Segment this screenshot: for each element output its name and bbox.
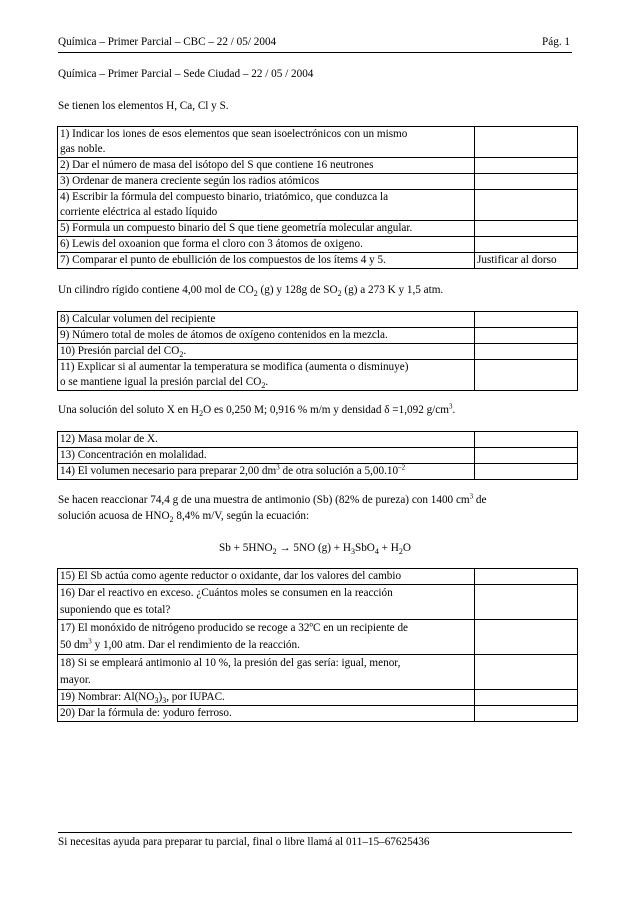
table-row: [58, 127, 578, 158]
question-text: 4) Escribir la fórmula del compuesto binario, triatómico, que conduzca la: [60, 191, 389, 203]
solution-statement: Una solución del soluto X en $H_2O$ es 0,250 M; 0,916 % m/m y densidad δ =1,092 $g/cm^3$.: [58, 402, 456, 419]
table-row: [58, 344, 578, 360]
answer-cell[interactable]: [475, 690, 578, 706]
reaction-equation: $Sb + 5HNO_2 \to 5NO$ $(g) + H_3SbO_4 + H_2O$: [219, 542, 411, 557]
question-cell: [58, 190, 475, 221]
table-row: [58, 464, 578, 480]
table-row: [58, 569, 578, 585]
table-row: [58, 174, 578, 190]
answer-cell[interactable]: [475, 237, 578, 253]
question-text: gas noble.: [60, 143, 106, 155]
answer-cell[interactable]: [475, 360, 578, 391]
question-cell: 15) El Sb actúa como agente reductor o oxidante, dar los valores del cambio: [58, 569, 475, 585]
table-row: [58, 690, 578, 706]
answer-cell[interactable]: [475, 174, 578, 190]
answer-cell[interactable]: [475, 585, 578, 620]
question-cell: 6) Lewis del oxoanion que forma el cloro con 3 átomos de oxigeno.: [58, 237, 475, 253]
answer-cell[interactable]: [475, 344, 578, 360]
answer-cell[interactable]: [475, 158, 578, 174]
table-row: [58, 655, 578, 690]
question-text: corriente eléctrica al estado líquido: [60, 206, 218, 218]
footer-text: Si necesitas ayuda para preparar tu parcial, final o libre llamá al 011–15–67625436: [58, 836, 430, 848]
question-cell: 2) Dar el número de masa del isótopo del S que contiene 16 neutrones: [58, 158, 475, 174]
answer-cell[interactable]: [475, 706, 578, 722]
page-number: Pág. 1: [542, 36, 570, 48]
question-cell: 13) Concentración en molalidad.: [58, 448, 475, 464]
antimony-statement: Se hacen reaccionar 74,4 g de una muestra de antimonio (Sb) (82% de pureza) con 1400 $cm^3$ de solución acuosa de $HNO_2$ 8,4% m/V, según la ecuación:: [58, 492, 487, 525]
table-row: [58, 221, 578, 237]
questions-table-4: [57, 568, 578, 722]
question-cell: 19) Nombrar: $Al(NO_3)_3$, por IUPAC.: [58, 690, 475, 706]
exam-subtitle: Química – Primer Parcial – Sede Ciudad – 22 / 05 / 2004: [58, 68, 314, 80]
table-row: [58, 360, 578, 391]
answer-cell[interactable]: [475, 655, 578, 690]
question-cell: 5) Formula un compuesto binario del S que tiene geometría molecular angular.: [58, 221, 475, 237]
page-footer: [58, 832, 572, 848]
question-cell: 18) Si se empleará antimonio al 10 %, la presión del gas sería: igual, menor, mayor.: [58, 655, 475, 690]
table-row: [58, 158, 578, 174]
question-cell: 9) Número total de moles de átomos de oxígeno contenidos en la mezcla.: [58, 328, 475, 344]
answer-cell[interactable]: [475, 312, 578, 328]
table-row: [58, 448, 578, 464]
questions-table-1: [57, 126, 578, 269]
question-cell: 12) Masa molar de X.: [58, 432, 475, 448]
table-row: [58, 585, 578, 620]
answer-cell[interactable]: [475, 127, 578, 158]
question-cell: 17) El monóxido de nitrógeno producido se recoge a 32ºC en un recipiente de 50 $dm^3$ y 1,00 atm. Dar el rendimiento de la reacción.: [58, 620, 475, 655]
table-row: [58, 620, 578, 655]
elements-statement: Se tienen los elementos H, Ca, Cl y S.: [58, 100, 229, 112]
question-cell: 14) El volumen necesario para preparar 2,00 $dm^3$ de otra solución a $5,00.10^{-2}$: [58, 464, 475, 480]
answer-cell[interactable]: Justificar al dorso: [475, 253, 578, 269]
question-cell: 10) Presión parcial del $CO_2$.: [58, 344, 475, 360]
table-row: [58, 706, 578, 722]
cylinder-statement: Un cilindro rígido contiene 4,00 mol de $CO_2$ (g) y 128g de $SO_2$ (g) a 273 K y 1,5 atm.: [58, 284, 444, 299]
answer-cell[interactable]: [475, 221, 578, 237]
page-header: [58, 30, 572, 53]
table-row: [58, 328, 578, 344]
questions-table-3: [57, 431, 578, 480]
question-cell: 16) Dar el reactivo en exceso. ¿Cuántos moles se consumen en la reacción suponiendo que es total?: [58, 585, 475, 620]
header-title: Química – Primer Parcial – CBC – 22 / 05/ 2004: [58, 36, 277, 48]
questions-table-2: [57, 311, 578, 391]
table-row: [58, 190, 578, 221]
question-cell: 20) Dar la fórmula de: yoduro ferroso.: [58, 706, 475, 722]
answer-cell[interactable]: [475, 190, 578, 221]
table-row: [58, 237, 578, 253]
answer-cell[interactable]: [475, 432, 578, 448]
question-text: 1) Indicar los iones de esos elementos que sean isoelectrónicos con un mismo: [60, 128, 408, 140]
table-row: [58, 253, 578, 269]
question-cell: 7) Comparar el punto de ebullición de los compuestos de los ítems 4 y 5.: [58, 253, 475, 269]
answer-cell[interactable]: [475, 620, 578, 655]
table-row: [58, 312, 578, 328]
answer-cell[interactable]: [475, 448, 578, 464]
answer-cell[interactable]: [475, 569, 578, 585]
question-cell: 11) Explicar si al aumentar la temperatura se modifica (aumenta o disminuye) o se mantiene igual la presión parcial del $CO_2$.: [58, 360, 475, 391]
question-cell: [58, 127, 475, 158]
question-cell: 3) Ordenar de manera creciente según los radios atómicos: [58, 174, 475, 190]
answer-cell[interactable]: [475, 464, 578, 480]
answer-cell[interactable]: [475, 328, 578, 344]
table-row: [58, 432, 578, 448]
question-cell: 8) Calcular volumen del recipiente: [58, 312, 475, 328]
